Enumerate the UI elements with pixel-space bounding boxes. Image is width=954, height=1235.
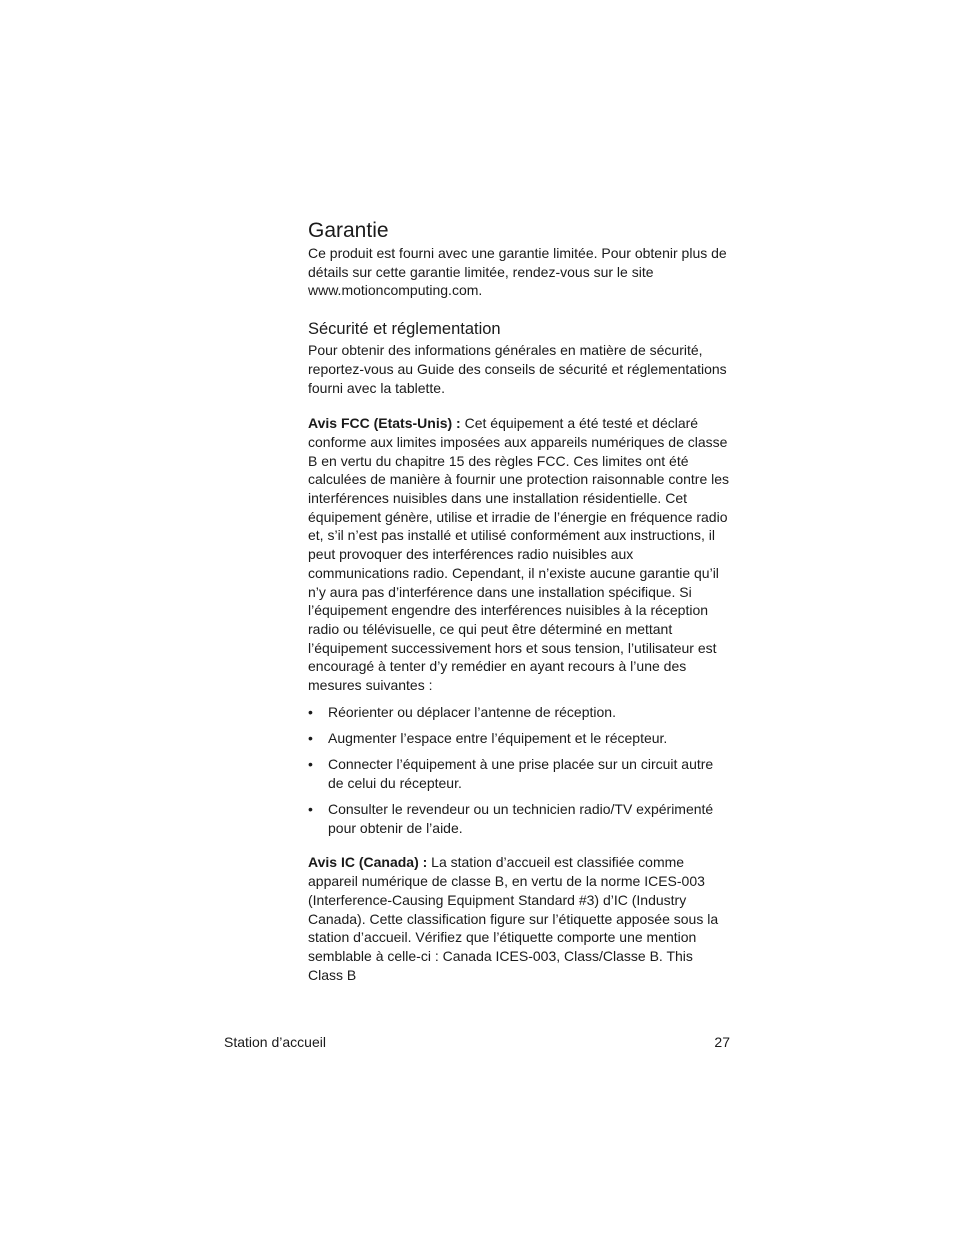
safety-paragraph: Pour obtenir des informations générales en matière de sécurité, reportez-vous au Guide des conseils de sécurité et réglementations fourni avec la tablette. (308, 342, 727, 396)
ic-notice-label: Avis IC (Canada) : (308, 854, 428, 871)
ic-notice-paragraph (308, 853, 730, 984)
list-item (308, 703, 730, 722)
list-item (308, 755, 730, 792)
fcc-notice-label: Avis FCC (Etats-Unis) : (308, 415, 461, 432)
list-item-text: Connecter l’équipement à une prise placée sur un circuit autre de celui du récepteur. (328, 756, 714, 791)
list-item-text: Augmenter l’espace entre l’équipement et le récepteur. (328, 729, 668, 746)
fcc-notice-paragraph (308, 414, 730, 695)
list-item-text: Réorienter ou déplacer l’antenne de réception. (328, 703, 616, 720)
warranty-paragraph: Ce produit est fourni avec une garantie limitée. Pour obtenir plus de détails sur cette garantie limitée, rendez-vous sur le site www.motioncomputing.com. (308, 245, 727, 299)
list-item-text: Consulter le revendeur ou un technicien radio/TV expérimenté pour obtenir de l’aide. (328, 801, 714, 836)
fcc-measures-list (308, 703, 730, 838)
page-number: 27 (714, 1034, 730, 1050)
bullet-icon: • (308, 801, 313, 818)
footer-section-title: Station d’accueil (224, 1034, 326, 1050)
bullet-icon: • (308, 756, 313, 773)
list-item (308, 729, 730, 748)
page-content (308, 218, 730, 984)
bullet-icon: • (308, 729, 313, 746)
ic-notice-text: La station d’accueil est classifiée comme appareil numérique de classe B, en vertu de la norme ICES-003 (Interference-Causing Equipment Standard #3) d’IC (Industry Canada). Cette classification figure sur l’étiquette apposée sous la station d’accueil. Vérifiez que l’étiquette comporte une mention semblable à celle-ci : Canada ICES-003, Class/Classe B. This Class B (308, 854, 719, 983)
bullet-icon: • (308, 703, 313, 720)
fcc-notice-text: Cet équipement a été testé et déclaré conforme aux limites imposées aux appareils numériques de classe B en vertu du chapitre 15 des règles FCC. Ces limites ont été calculées de manière à fournir une protection raisonnable contre les interférences nuisibles dans une installation résidentielle. Cet équipement génère, utilise et irradie de l’énergie en fréquence radio et, s’il n’est pas installé et utilisé conformément aux instructions, il peut provoquer des interférences radio nuisibles aux communications radio. Cependant, il n’existe aucune garantie qu’il n’y aura pas d’interférence dans une installation spécifique. Si l’équipement engendre des interférences nuisibles à la réception radio ou télévisuelle, ce qui peut être déterminé en mettant l’équipement successivement hors et sous tension, l’utilisateur est encouragé à tenter d’y remédier en ayant recours à l’une des mesures suivantes : (308, 415, 730, 694)
warranty-heading: Garantie (308, 219, 389, 242)
safety-heading: Sécurité et réglementation (308, 320, 501, 339)
list-item (308, 800, 730, 837)
